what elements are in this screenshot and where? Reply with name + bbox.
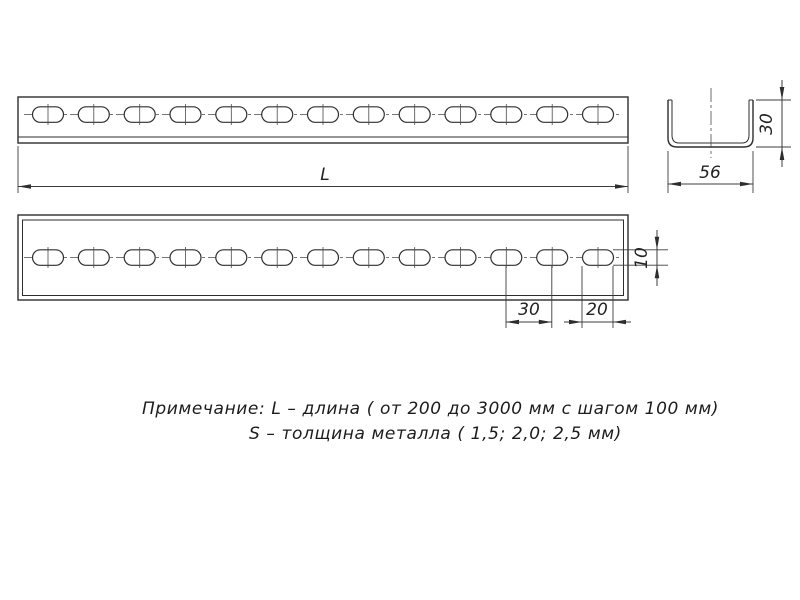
note-block: [142, 399, 719, 444]
arrowhead-left-icon: [18, 184, 31, 189]
arrowhead-left-icon: [506, 320, 519, 325]
length-dimension: [18, 146, 628, 193]
arrowhead-right-icon: [615, 184, 628, 189]
slot-length-dim-label: 20: [586, 300, 608, 320]
arrowhead-left-icon: [613, 320, 626, 325]
arrowhead-right-icon: [539, 320, 552, 325]
section-view: [668, 80, 791, 193]
arrowhead-right-icon: [740, 182, 753, 187]
length-dim-label: L: [320, 165, 330, 185]
slot-width-dim-label: 10: [632, 247, 652, 269]
note-line-2: S – толщина металла ( 1,5; 2,0; 2,5 мм): [249, 424, 622, 444]
height-dim-label: 30: [757, 113, 777, 135]
pitch-and-slot-length-dimensions: [506, 266, 631, 328]
side-view: [18, 97, 628, 193]
note-line-1: Примечание: L – длина ( от 200 до 3000 мм с шагом 100 мм): [142, 399, 719, 419]
arrowhead-right-icon: [569, 320, 582, 325]
arrowhead-up-icon: [655, 265, 660, 278]
arrowhead-down-icon: [780, 87, 785, 100]
arrowhead-left-icon: [668, 182, 681, 187]
slot-width-dimension: [613, 230, 668, 286]
width-dim-label: 56: [699, 163, 721, 183]
section-outer-contour: [668, 100, 753, 147]
height-dimension: [756, 80, 791, 167]
pitch-dim-label: 30: [518, 300, 540, 320]
section-inner-contour: [672, 100, 749, 143]
plan-view: [18, 215, 668, 328]
arrowhead-up-icon: [780, 147, 785, 160]
width-dimension: [668, 151, 753, 193]
arrowhead-down-icon: [655, 237, 660, 250]
